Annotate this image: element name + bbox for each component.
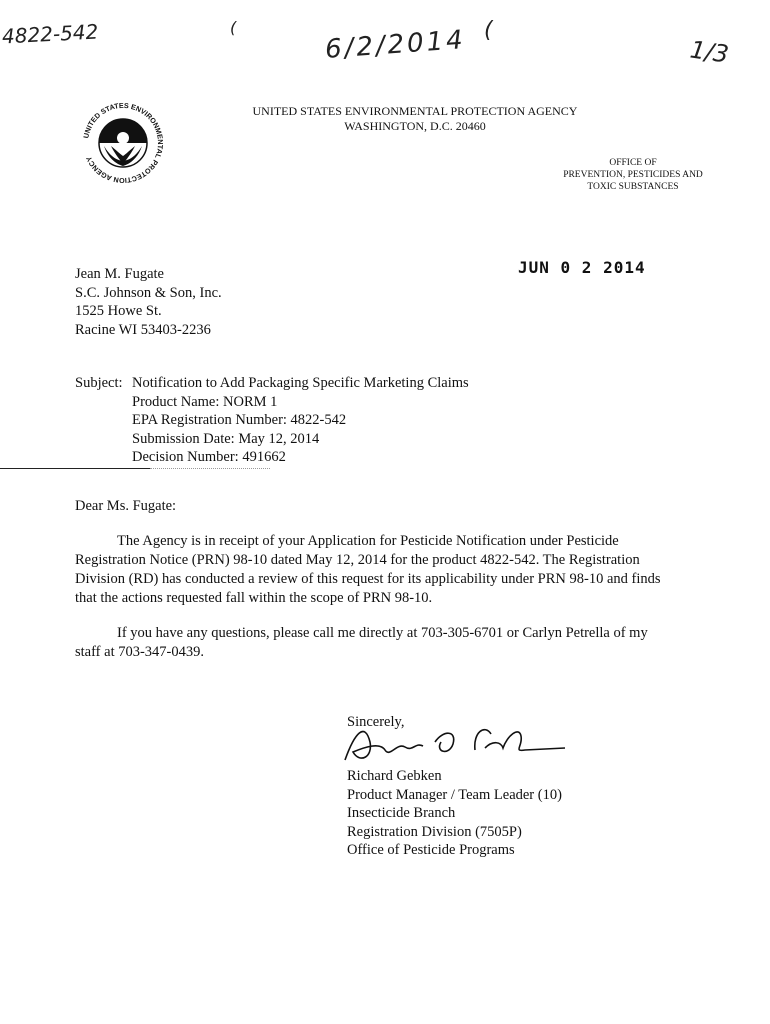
- paragraph-1-text: The Agency is in receipt of your Application for Pesticide Notification under Pesticide Registration Notice (PRN) 98-10 dated May 12, 2014 for the product 4822-542. The Registration Division (RD) has conducted a review of this request for its applicability under PRN 98-10 and finds that the actions requested fall within the scope of PRN 98-10.: [75, 533, 661, 606]
- subject-line-4: Submission Date: May 12, 2014: [132, 430, 320, 447]
- office-line-2: PREVENTION, PESTICIDES AND: [563, 170, 703, 180]
- paragraph-2-text: If you have any questions, please call me directly at 703-305-6701 or Carlyn Petrella of my staff at 703-347-0439.: [75, 625, 648, 660]
- subject-line-2: Product Name: NORM 1: [132, 393, 278, 410]
- recipient-street: 1525 Howe St.: [75, 303, 162, 319]
- recipient-name: Jean M. Fugate: [75, 266, 164, 282]
- recipient-company: S.C. Johnson & Son, Inc.: [75, 284, 222, 301]
- signature: [335, 712, 575, 772]
- body-paragraph-1: [75, 532, 665, 608]
- handwritten-mark: (: [230, 18, 237, 37]
- office-line-1: OFFICE OF: [609, 158, 657, 168]
- subject-label: Subject:: [75, 375, 123, 391]
- subject-line-1: Notification to Add Packaging Specific Marketing Claims: [132, 375, 469, 391]
- epa-seal-graphic: [78, 98, 168, 188]
- signer-branch: Insecticide Branch: [347, 805, 456, 821]
- agency-name: UNITED STATES ENVIRONMENTAL PROTECTION AGENCY: [252, 104, 578, 118]
- epa-seal-logo: [78, 98, 168, 188]
- body-paragraph-2: [75, 624, 665, 662]
- signer-title: Product Manager / Team Leader (10): [347, 786, 562, 803]
- subject-line-5: Decision Number: 491662: [132, 449, 286, 465]
- handwritten-date: 6/2/2014: [324, 25, 467, 65]
- agency-header: [240, 104, 590, 134]
- signer-office: Office of Pesticide Programs: [347, 842, 515, 858]
- handwritten-page-count: 1/3: [688, 35, 731, 69]
- closing: Sincerely,: [347, 714, 405, 730]
- handwritten-mark-2: (: [484, 18, 493, 43]
- recipient-address: [75, 265, 375, 339]
- salutation: Dear Ms. Fugate:: [75, 498, 177, 514]
- subject-block: [132, 374, 552, 467]
- subject-line-3: EPA Registration Number: 4822-542: [132, 412, 347, 428]
- signature-graphic: [335, 712, 575, 772]
- office-block: [548, 157, 718, 193]
- signer-name: Richard Gebken: [347, 768, 442, 784]
- recipient-city: Racine WI 53403-2236: [75, 321, 211, 338]
- seal-ring-text: UNITED STATES ENVIRONMENTAL PROTECTION AGENCY: [81, 100, 166, 186]
- signer-division: Registration Division (7505P): [347, 823, 522, 840]
- handwritten-reg-number: 4822-542: [1, 19, 99, 49]
- date-stamp: JUN 0 2 2014: [518, 258, 646, 277]
- signer-block: [347, 767, 667, 860]
- divider-line-faint: [150, 468, 270, 469]
- divider-line: [0, 468, 150, 469]
- office-line-3: TOXIC SUBSTANCES: [587, 182, 679, 192]
- agency-city: WASHINGTON, D.C. 20460: [344, 119, 486, 133]
